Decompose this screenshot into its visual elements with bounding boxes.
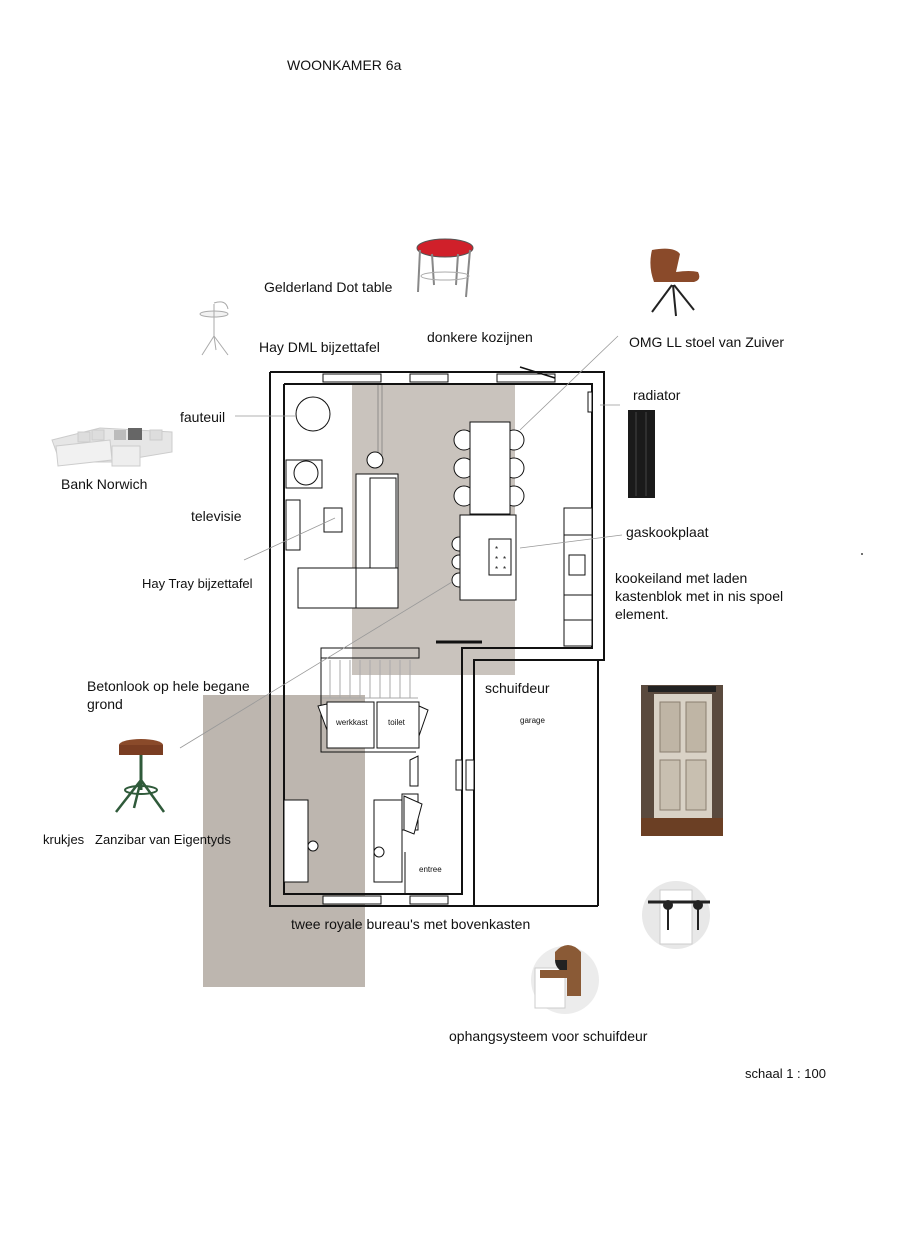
schuifdeur-label: schuifdeur: [485, 680, 550, 696]
hardware-image-2: [531, 945, 599, 1014]
gelderland-table-image: [417, 239, 473, 297]
svg-text:*: *: [503, 565, 507, 574]
door-image: [641, 685, 723, 836]
svg-text:*: *: [495, 555, 499, 564]
televisie-label: televisie: [191, 508, 242, 524]
radiator-image: [628, 410, 655, 498]
hay-dml-image: [200, 302, 228, 355]
stool-image: [116, 739, 164, 812]
gaskookplaat-label: gaskookplaat: [626, 524, 709, 540]
hardware-image-1: [642, 881, 710, 949]
fauteuil-label: fauteuil: [180, 409, 226, 425]
fauteuil-shape: [296, 397, 330, 431]
kookeiland-label: kookeiland met laden kastenblok met in nis spoel element.: [615, 570, 784, 622]
radiator-shape: [588, 392, 592, 412]
gelderland-label: Gelderland Dot table: [264, 279, 393, 295]
krukjes-label: krukjes Zanzibar van Eigentyds: [43, 832, 231, 847]
werkkast-label: werkkast: [336, 718, 368, 727]
svg-text:*: *: [503, 555, 507, 564]
hay-tray-label: Hay Tray bijzettafel: [142, 576, 253, 591]
garage-label: garage: [520, 716, 545, 725]
entree-label: entree: [419, 865, 442, 874]
hay-dml-label: Hay DML bijzettafel: [259, 339, 380, 355]
hay-dml-table: [367, 452, 383, 468]
bank-norwich-image: [52, 428, 172, 466]
omg-label: OMG LL stoel van Zuiver: [629, 334, 785, 350]
radiator-label: radiator: [633, 387, 681, 403]
bureaus-label: twee royale bureau's met bovenkasten: [291, 916, 531, 932]
ophang-label: ophangsysteem voor schuifdeur: [449, 1028, 648, 1044]
cabinet-block: [564, 508, 592, 646]
page-title: WOONKAMER 6a: [287, 57, 402, 73]
bank-label: Bank Norwich: [61, 476, 148, 492]
omg-chair-image: [650, 249, 699, 316]
svg-text:*: *: [495, 545, 499, 554]
scale-label: schaal 1 : 100: [745, 1066, 826, 1081]
toilet-label: toilet: [388, 718, 405, 727]
svg-text:*: *: [495, 565, 499, 574]
sofa-shape: [298, 474, 398, 608]
kozijnen-label: donkere kozijnen: [427, 329, 533, 345]
television-shape: [286, 500, 300, 550]
betonlook-label: Betonlook op hele begane grond: [87, 678, 250, 712]
